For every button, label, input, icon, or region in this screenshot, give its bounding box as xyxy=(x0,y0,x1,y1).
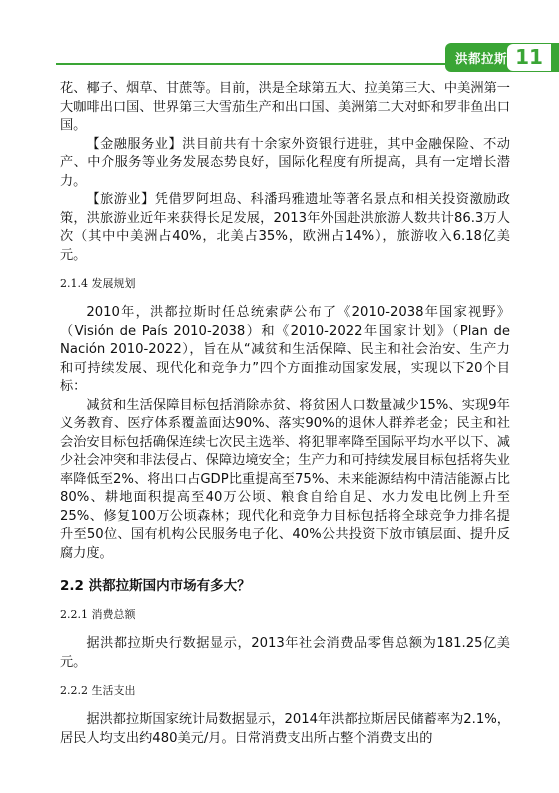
paragraph-living: 据洪都拉斯国家统计局数据显示，2014年洪都拉斯居民储蓄率为2.1%，居民人均支出约480美元/月。日常消费支出所占整个消费支出的 xyxy=(60,712,510,746)
page-body xyxy=(60,80,510,748)
page-header xyxy=(0,0,559,80)
subsection-heading: 2.1.4 发展规划 xyxy=(60,277,136,290)
paragraph-finance: 【金融服务业】洪目前共有十余家外资银行进驻，其中金融保险、不动产、中介服务等业务发展态势良好，国际化程度有所提高，具有一定增长潜力。 xyxy=(60,136,510,189)
chapter-tab xyxy=(445,43,559,72)
section-heading: 2.2 洪都拉斯国内市场有多大？ xyxy=(60,578,251,594)
chapter-title: 洪都拉斯 xyxy=(455,51,508,66)
paragraph: 花、椰子、烟草、甘蔗等。目前，洪是全球第五大、拉美第三大、中美洲第一大咖啡出口国、世界第三大雪茄生产和出口国、美洲第二大对虾和罗非鱼出口国。 xyxy=(60,81,510,133)
paragraph-plan-goals: 减贫和生活保障目标包括消除赤贫、将贫困人口数量减少15%、实现9年义务教育、医疗体系覆盖面达90%、落实90%的退休人群养老金；民主和社会治安目标包括确保连续七次民主选举、将犯罪率降至国际平均水平以下、减少社会冲突和非法侵占、保障边境安全；生产力和可持续发展目标包括将失业率降低至2%、将出口占GDP比重提高至75%、未来能源结构中清洁能源占比80%、耕地面积提高至40万公顷、粮食自给自足、水力发电比例上升至25%、修复100万公顷森林；现代化和竞争力目标包括将全球竞争力排名提升至50位、国有机构公民服务电子化、40%公共投资下放市镇层面、提升反腐力度。 xyxy=(60,397,510,561)
header-rule xyxy=(56,63,445,65)
paragraph-tourism: 【旅游业】凭借罗阿坦岛、科潘玛雅遗址等著名景点和相关投资激励政策，洪旅游业近年来获得长足发展，2013年外国赴洪旅游人数共计86.3万人次（其中中美洲占40%，北美占35%，欧洲占14%），旅游收入6.18亿美元。 xyxy=(60,192,510,263)
paragraph-plan-intro: 2010年，洪都拉斯时任总统索萨公布了《2010-2038年国家视野》（Visión de País 2010-2038）和《2010-2022年国家计划》（Plan de Nación 2010-2022），旨在从“减贫和生活保障、民主和社会治安、生产力和可持续发展、现代化和竞争力”四个方面推动国家发展，实现以下20个目标： xyxy=(60,305,510,394)
subsection-heading-consumption: 2.2.1 消费总额 xyxy=(60,608,136,621)
subsection-heading-living: 2.2.2 生活支出 xyxy=(60,684,136,697)
paragraph-consumption: 据洪都拉斯央行数据显示，2013年社会消费品零售总额为181.25亿美元。 xyxy=(60,636,510,670)
page-number: 11 xyxy=(507,44,551,71)
